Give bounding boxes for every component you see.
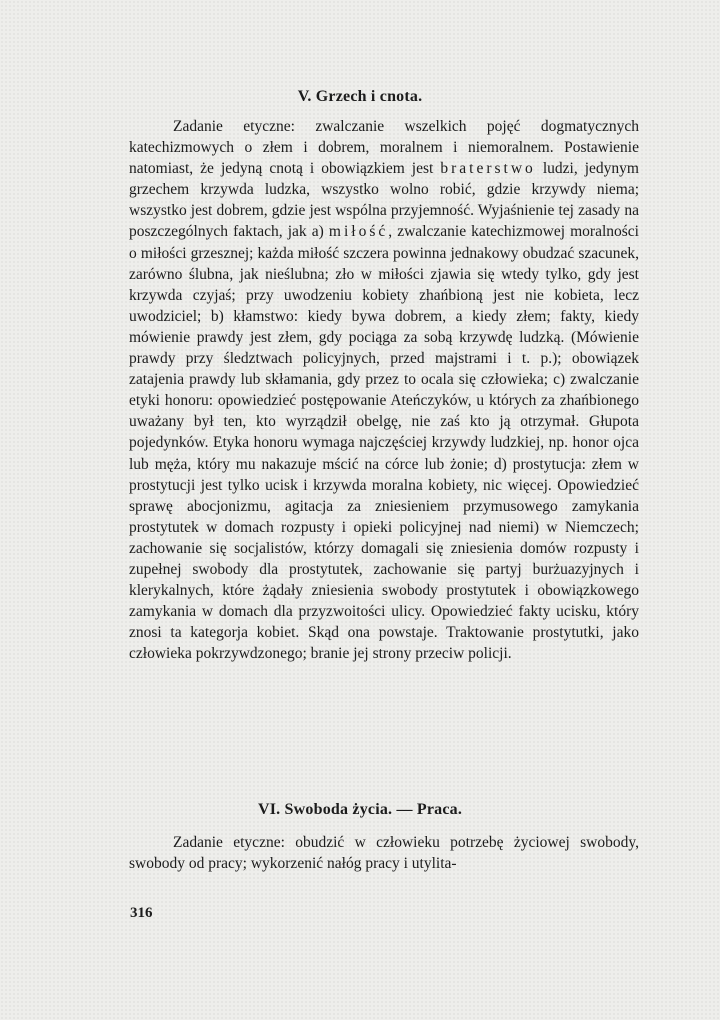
spaced-word: miłość <box>328 223 389 241</box>
section-5-body <box>129 116 639 664</box>
text-run: ludzi, jedynym grzechem krzywda ludzka, wszystko wolno robić, gdzie krzywdy niema; wszystko jest dobrem, gdzie jest wspólna przyjemność. Wyjaśnienie tej zasady na poszczególnych faktach, jak a) <box>129 160 639 241</box>
spaced-word: braterstwo <box>440 160 536 178</box>
section-6-body <box>129 832 639 874</box>
text-run: Zadanie etyczne: zwalczanie wszelkich pojęć dogmatycznych katechizmowych o złem i dobrem, moralnem i niemoralnem. Postawienie natomiast, że jedyną cnotą i obowiązkiem jest <box>129 118 639 178</box>
section-6-paragraph: Zadanie etyczne: obudzić w człowieku potrzebę życiowej swobody, swobody od pracy; wykorzenić nałóg pracy i utylita- <box>129 834 639 873</box>
section-5-heading: V. Grzech i cnota. <box>297 88 423 105</box>
page-number: 316 <box>130 905 153 921</box>
section-5-paragraph <box>129 116 639 664</box>
section-6-heading: VI. Swoboda życia. — Praca. <box>257 801 463 818</box>
text-run: , zwalczanie katechizmowej moralności o miłości grzesznej; każda miłość szczera powinna jednakowy obudzać szacunek, zarówno ślubna, jak nieślubna; zło w miłości zjawia się wtedy tylko, gdy jest krzywda czyjaś; przy uwodzeniu kobiety zhańbioną jest nie kobieta, lecz uwodziciel; b) kłamstwo: kiedy bywa dobrem, a kiedy złem; fakty, kiedy mówienie prawdy jest złem, gdy pociąga za sobą krzywdę ludzką. (Mówienie prawdy przy śledztwach policyjnych, przed majstrami i t. p.); obowiązek zatajenia prawdy lub skłamania, gdy przez to ocala się człowieka; c) zwalczanie etyki honoru: opowiedzieć postępowanie Ateńczyków, u których za zhańbionego uważany był ten, kto wyrządził obelgę, nie zaś kto ją otrzymał. Głupota pojedynków. Etyka honoru wymaga najczęściej krzywdy ludzkiej, np. honor ojca lub męża, który mu nakazuje mścić na córce lub żonie; d) prostytucja: złem w prostytucji jest tylko ucisk i krzywda moralna kobiety, nic więcej. Opowiedzieć sprawę abocjonizmu, agitacja za zniesieniem przymusowego zamykania prostytutek w domach rozpusty i opieki policyjnej nad niemi) w Niemczech; zachowanie się socjalistów, którzy domagali się zniesienia domów rozpusty i zupełnej swobody dla prostytutek, zachowanie się partyj burżuazyjnych i klerykalnych, które żądały zniesienia swobody prostytutek i obowiązkowego zamykania w domach dla przyzwoitości ulicy. Opowiedzieć fakty ucisku, który znosi ta kategorja kobiet. Skąd ona powstaje. Traktowanie prostytutki, jako człowieka pokrzywdzonego; branie jej strony przeciw policji. <box>129 223 639 663</box>
